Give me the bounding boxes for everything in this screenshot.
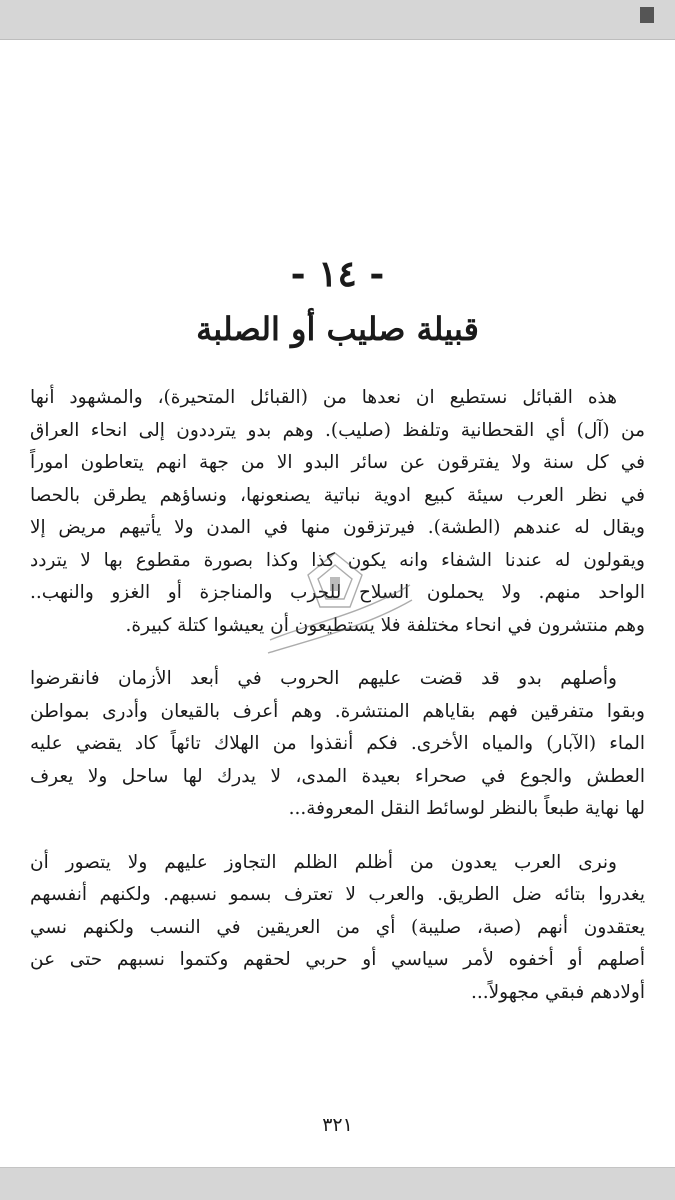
text-line: وأصلهم بدو قد قضت عليهم الحروب في أبعد الأزمان فانقرضوا xyxy=(30,668,617,689)
paragraph-2 xyxy=(30,663,645,826)
page-number: ٣٢١ xyxy=(322,1114,353,1136)
status-icon xyxy=(640,7,654,23)
text-line: في كل سنة ولا يفترقون عن سائر البدو الا من جهة انهم يتعاطون اموراً xyxy=(30,452,645,473)
text-line: أصلهم أو أخفوه لأمر سياسي أو حربي لحقهم وكتموا نسبهم حتى عن xyxy=(30,949,645,970)
text-line: العطش والجوع في صحراء بعيدة المدى، لا يدرك لها ساحل ولا يعرف xyxy=(30,765,645,787)
text-line: لها نهاية طبعاً بالنظر لوسائط النقل المعروفة... xyxy=(288,798,645,819)
text-line: ويقولون له عندنا الشفاء وانه يكون كذا وكذا بصورة مقطوع بها لا يتردد xyxy=(30,549,645,571)
body-text xyxy=(30,382,645,1009)
text-line: الماء (الآبار) والمياه الأخرى. فكم أنقذوا من الهلاك تائهاً كاد يقضي عليه xyxy=(30,733,645,754)
text-line: ونرى العرب يعدون من أظلم الظلم التجاوز عليهم ولا يتصور أن xyxy=(30,851,617,873)
text-line: هذه القبائل نستطيع ان نعدها من (القبائل المتحيرة)، والمشهود أنها xyxy=(30,387,617,408)
chapter-number: - ١٤ - xyxy=(290,253,385,295)
text-line: أولادهم فبقي مجهولاً... xyxy=(470,981,645,1003)
chapter-title: قبيلة صليب أو الصلبة xyxy=(196,310,479,348)
text-line: وبقوا متفرقين فهم بقاياهم المنتشرة. وهم أعرف بالقيعان وأدرى بمواطن xyxy=(30,700,645,722)
text-line: في نظر العرب سيئة كبيع ادوية نباتية يصنعونها، ونساؤهم يطرقن بالحصا xyxy=(30,484,645,506)
top-toolbar-strip xyxy=(0,0,675,40)
text-line: ويقال له عندهم (الطشة). فيرتزقون منها في المدن ولا يأتيهم مريض إلا xyxy=(30,517,645,538)
paragraph-3 xyxy=(30,847,645,1010)
text-line: يغدروا بتائه ضل الطريق. والعرب لا تعترف بسمو نسبهم. ولكنهم أنفسهم xyxy=(30,884,645,905)
text-line: وهم منتشرون في انحاء مختلفة فلا يستطيعون أن يعيشوا كتلة كبيرة. xyxy=(125,614,645,636)
paragraph-gap xyxy=(30,642,645,663)
paragraph-1 xyxy=(30,382,645,642)
text-line: الواحد منهم. ولا يحملون السلاح للحرب والمناجزة أو الغزو والنهب.. xyxy=(30,582,645,603)
text-line: من (آل) أي القحطانية وتلفظ (صليب). وهم بدو يترددون إلى انحاء العراق xyxy=(30,419,645,441)
paragraph-gap xyxy=(30,826,645,847)
text-line: يعتقدون أنهم (صبة، صليبة) أي من العريقين في النسب ولكنهم نسي xyxy=(30,916,645,938)
bottom-toolbar-strip xyxy=(0,1168,675,1200)
